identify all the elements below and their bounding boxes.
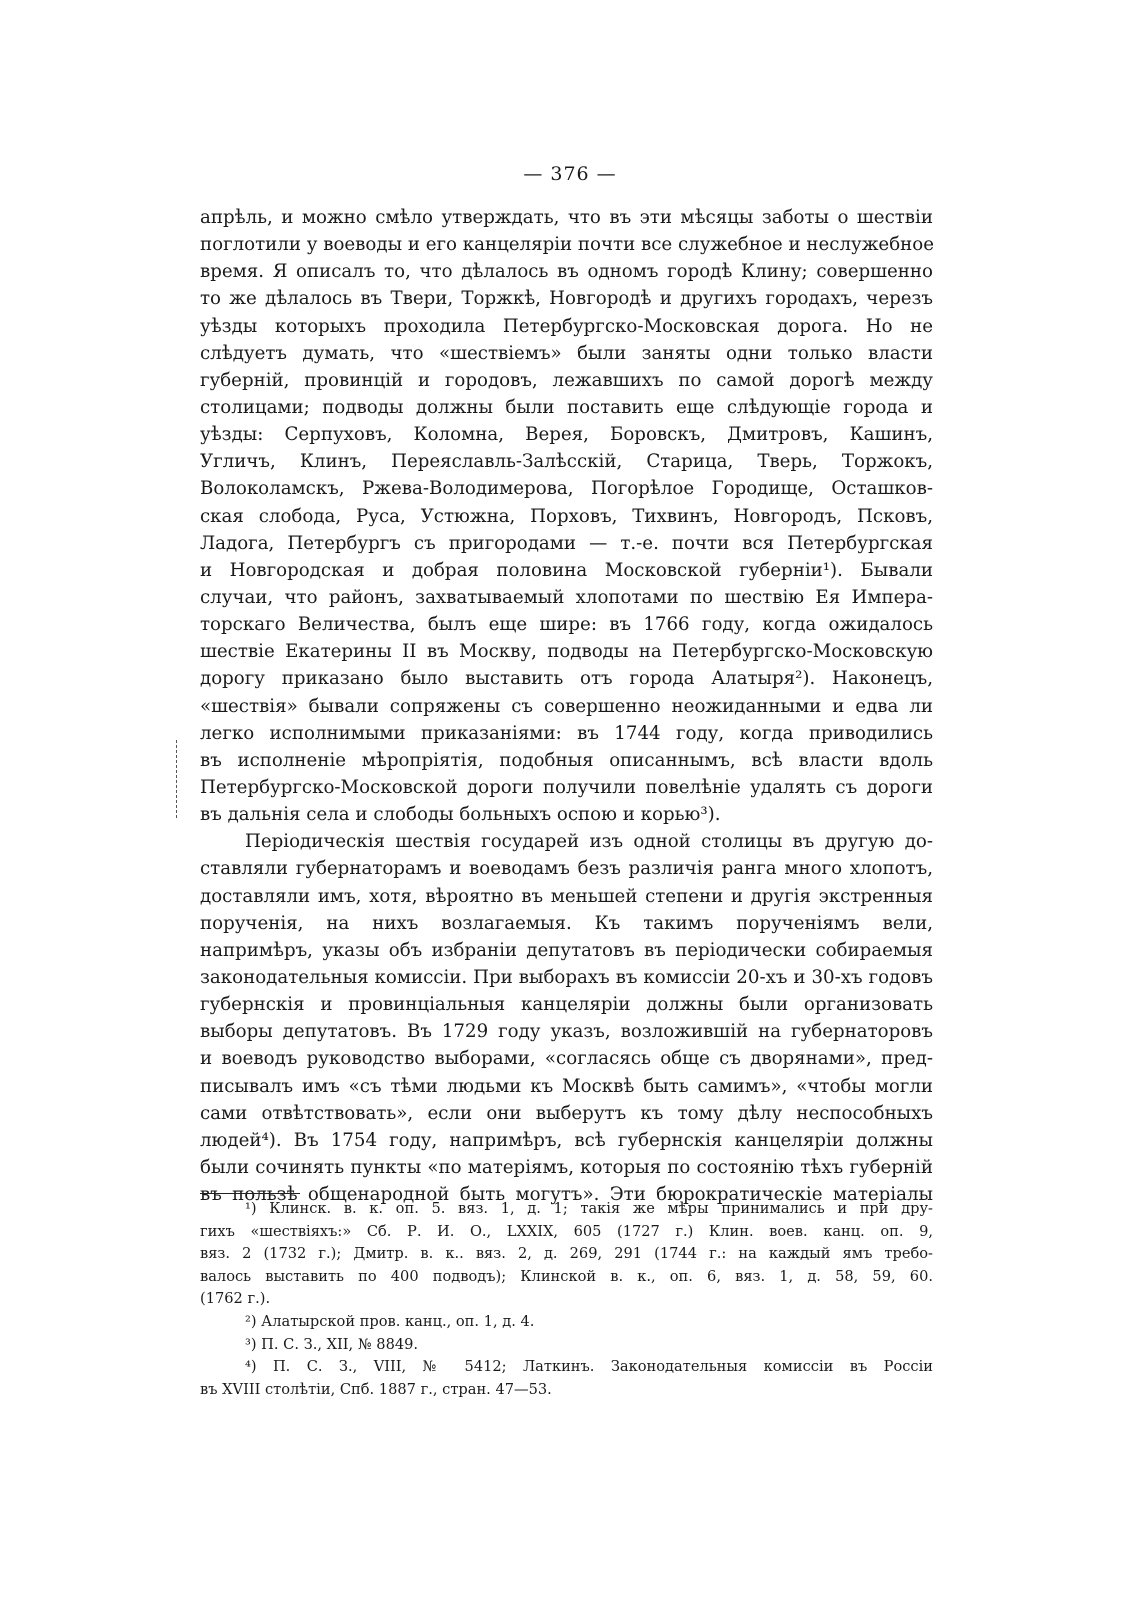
text-line: Ладога, Петербургъ съ пригородами — т.-е. почти вся Петербургская <box>200 532 933 554</box>
text-line: «шествія» бывали сопряжены съ совершенно неожиданными и едва ли <box>200 695 933 717</box>
text-line: доставляли имъ, хотя, вѣроятно въ меньшей степени и другія экстренныя <box>200 885 933 907</box>
footnote-line: ²) Алатырской пров. канц., оп. 1, д. 4. <box>245 1312 535 1330</box>
text-line: писывалъ имъ «съ тѣми людьми къ Москвѣ быть самимъ», «чтобы могли <box>200 1075 933 1097</box>
margin-pencil-mark <box>176 740 177 818</box>
text-line: въ дальнія села и слободы больныхъ оспою и корью³). <box>200 804 721 826</box>
text-line: Угличъ, Клинъ, Переяславль-Залѣсскій, Старица, Тверь, Торжокъ, <box>200 451 933 473</box>
text-line: столицами; подводы должны были поставить еще слѣдующіе города и <box>200 396 933 418</box>
text-line: Волоколамскъ, Ржева-Володимерова, Погорѣлое Городище, Осташков- <box>200 478 933 500</box>
text-line: легко исполнимыми приказаніями: въ 1744 году, когда приводились <box>200 722 933 744</box>
footnote-line: ³) П. С. З., XII, № 8849. <box>245 1335 419 1353</box>
text-line: дорогу приказано было выставить отъ города Алатыря²). Наконецъ, <box>200 668 933 690</box>
text-line: уѣзды: Серпуховъ, Коломна, Верея, Боровскъ, Дмитровъ, Кашинъ, <box>200 424 933 446</box>
text-line: ставляли губернаторамъ и воеводамъ безъ различія ранга много хлопотъ, <box>200 858 933 880</box>
text-line: губерній, провинцій и городовъ, лежавшихъ по самой дорогѣ между <box>200 369 933 391</box>
footnotes <box>200 1198 933 1401</box>
text-line: случаи, что районъ, захватываемый хлопотами по шествію Ея Импера- <box>200 586 933 608</box>
footnote-line: вяз. 2 (1732 г.); Дмитр. в. к.. вяз. 2, д. 269, 291 (1744 г.: на каждый ямъ требо- <box>200 1245 933 1263</box>
footnote-line: ¹) Клинск. в. к. оп. 5. вяз. 1, д. 1; такія же мѣры принимались и при дру- <box>245 1200 933 1217</box>
footnote-line: валось выставить по 400 подводъ); Клинской в. к., оп. 6, вяз. 1, д. 58, 59, 60. <box>200 1267 933 1285</box>
text-line: въ пользѣ общенародной быть могутъ». Эти бюрократическіе матеріалы <box>200 1184 933 1206</box>
page-number: — 376 — <box>523 163 617 185</box>
text-line: Періодическія шествія государей изъ одной столицы въ другую до- <box>245 831 933 853</box>
footnote-line: въ XVIII столѣтіи, Спб. 1887 г., стран. 47—53. <box>200 1380 552 1398</box>
text-line: торскаго Величества, былъ еще шире: въ 1766 году, когда ожидалось <box>200 614 933 636</box>
text-line: людей⁴). Въ 1754 году, напримѣръ, всѣ губернскія канцеляріи должны <box>200 1129 933 1151</box>
footnote-line: ⁴) П. С. З., VIII, № 5412; Латкинъ. Законодательныя комиссіи въ Россіи <box>245 1358 933 1376</box>
text-line: порученія, на нихъ возлагаемыя. Къ такимъ порученіямъ вели, <box>200 912 933 934</box>
text-line: сами отвѣтствовать», если они выберутъ къ тому дѣлу неспособныхъ <box>200 1102 933 1124</box>
text-line: Петербургско-Московской дороги получили повелѣніе удалять съ дороги <box>200 776 933 798</box>
text-line: ская слобода, Руса, Устюжна, Порховъ, Тихвинъ, Новгородъ, Псковъ, <box>200 505 933 527</box>
text-line: были сочинять пункты «по матеріямъ, которыя по состоянію тѣхъ губерній <box>200 1156 933 1178</box>
footnote-line: гихъ «шествіяхъ:» Сб. Р. И. О., LXXIX, 605 (1727 г.) Клин. воев. канц. оп. 9, <box>200 1222 933 1240</box>
footnote-line: (1762 г.). <box>200 1290 271 1308</box>
text-line: поглотили у воеводы и его канцеляріи почти все служебное и неслужебное <box>200 234 934 256</box>
text-line: уѣзды которыхъ проходила Петербургско-Московская дорога. Но не <box>200 315 933 337</box>
text-line: выборы депутатовъ. Въ 1729 году указъ, возложившій на губернаторовъ <box>200 1021 933 1043</box>
text-line: то же дѣлалось въ Твери, Торжкѣ, Новгородѣ и другихъ городахъ, черезъ <box>200 288 933 310</box>
text-line: губернскія и провинціальныя канцеляріи должны были организовать <box>200 994 933 1016</box>
text-line: апрѣль, и можно смѣло утверждать, что въ эти мѣсяцы заботы о шествіи <box>200 207 933 228</box>
text-line: слѣдуетъ думать, что «шествіемъ» были заняты одни только власти <box>200 342 933 364</box>
text-line: въ исполненіе мѣропріятія, подобныя описаннымъ, всѣ власти вдоль <box>200 749 933 771</box>
text-line: и Новгородская и добрая половина Московской губерніи¹). Бывали <box>200 559 933 581</box>
text-line: шествіе Екатерины II въ Москву, подводы на Петербургско-Московскую <box>200 641 933 663</box>
text-line: время. Я описалъ то, что дѣлалось въ одномъ городѣ Клину; совершенно <box>200 261 933 283</box>
main-text <box>200 204 933 1208</box>
text-line: и воеводъ руководство выборами, «согласясь обще съ дворянами», пред- <box>200 1048 933 1070</box>
text-line: законодательныя комиссіи. При выборахъ въ комиссіи 20-хъ и 30-хъ годовъ <box>200 966 933 988</box>
text-line: напримѣръ, указы объ избраніи депутатовъ въ періодически собираемыя <box>200 939 933 961</box>
footnote-separator <box>200 1193 300 1194</box>
